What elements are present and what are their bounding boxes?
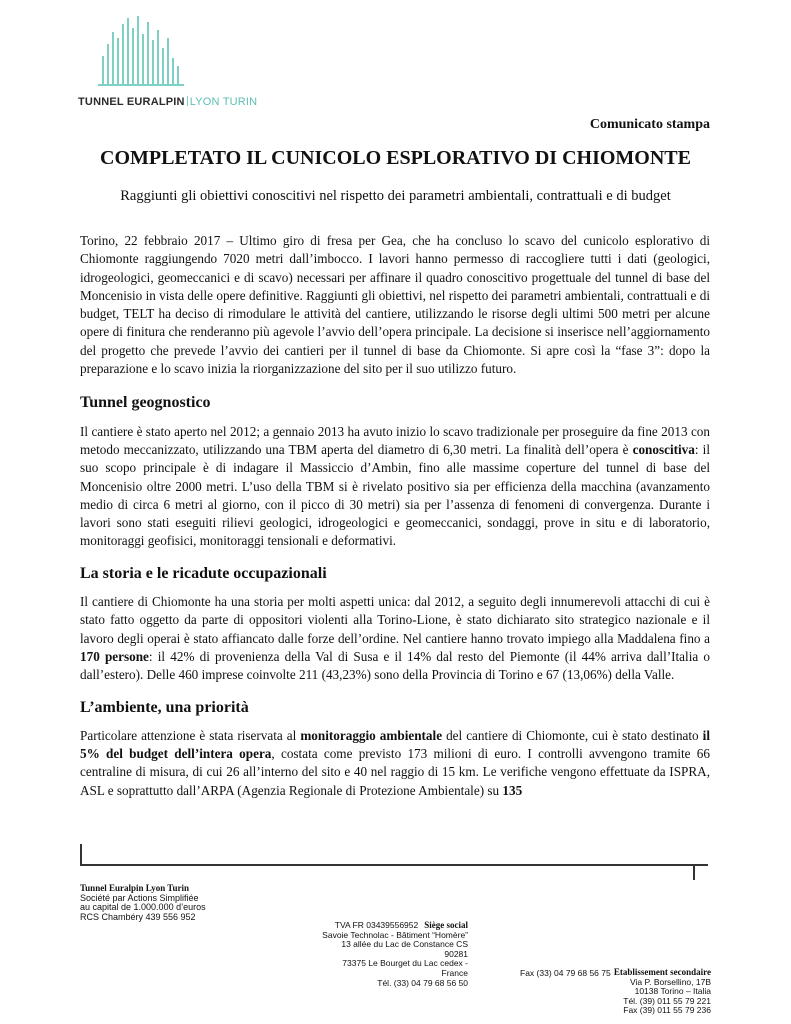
footer-company-line: RCS Chambéry 439 556 952 xyxy=(80,911,196,922)
footer-siege-line: Tél. (33) 04 79 68 56 50 xyxy=(377,977,468,988)
footer-rule xyxy=(80,864,708,866)
page-title: COMPLETATO IL CUNICOLO ESPLORATIVO DI CHIOMONTE xyxy=(100,147,691,169)
footer-etablissement xyxy=(614,968,711,1016)
section-heading-tunnel: Tunnel geognostico xyxy=(80,394,211,412)
logo-bars-graphic xyxy=(100,16,180,84)
footer-etab-line: Tél. (39) 011 55 79 221 xyxy=(623,995,711,1006)
storia-paragraph: Il cantiere di Chiomonte ha una storia per molti aspetti unica: dal 2012, a seguito degli innumerevoli attacchi di cui è stato fatto oggetto da parte di oppositori violenti alla Torino-Lione, è stato dichiarato sito strategico nazionale e il lavoro degli operai è stato affiancato dalle forze dell’ordine. Nel cantiere hanno trovato impiego alla Maddalena fino a 170 persone: il 42% di provenienza della Val di Susa e il 14% dal resto del Piemonte (il 44% arriva dall’Italia o dall’estero). Delle 460 imprese coinvolte 211 (43,23%) sono della Provincia di Torino e 67 (13,06%) della Valle. xyxy=(80,594,710,683)
page-subtitle: Raggiunti gli obiettivi conoscitivi nel rispetto dei parametri ambientali, contrattuali e di budget xyxy=(120,188,671,204)
footer-company-info xyxy=(80,884,206,922)
footer-etab-line: 10138 Torino – Italia xyxy=(634,986,711,997)
logo-baseline xyxy=(98,84,184,86)
footer-rule-right-tick xyxy=(693,864,695,880)
company-logo xyxy=(78,16,258,116)
footer-siege-social xyxy=(318,921,468,988)
footer-siege-label: Siège social xyxy=(424,920,468,930)
section-heading-storia: La storia e le ricadute occupazionali xyxy=(80,564,327,582)
footer-company-name: Tunnel Euralpin Lyon Turin xyxy=(80,883,189,893)
ambiente-paragraph: Particolare attenzione è stata riservata al monitoraggio ambientale del cantiere di Chiomonte, cui è stato destinato il 5% del budget dell’intera opera, costata come previsto 173 milioni di euro. I controlli avvengono tramite 66 centraline di misura, di cui 26 all’interno del sito e 40 nel raggio di 15 km. Le verifiche vengono effettuate da ISPRA, ASL e soprattutto dall’ARPA (Agenzia Regionale di Protezione Ambientale) su 135 xyxy=(80,727,710,798)
intro-paragraph: Torino, 22 febbraio 2017 – Ultimo giro di fresa per Gea, che ha concluso lo scavo del cunicolo esplorativo di Chiomonte raggiungendo 7020 metri dall’imbocco. I lavori hanno permesso di raccogliere tutti i dati (geologici, idrogeologici, geomeccanici e di scavo) necessari per affinare il quadro conoscitivo progettuale del tunnel di base del Moncenisio in vista delle opere definitive. Raggiunti gli obiettivi, nel rispetto dei parametri ambientali, contrattuali e di budget, TELT ha deciso di rimodulare le attività del cantiere, utilizzando le risorse degli ultimi 500 metri per alcune opere di finitura che renderanno più agevole l’avvio dell’opera principale. La decisione si inserisce nell’aggiornamento del progetto che prevede l’avvio dei cantieri per il tunnel di base da Chiomonte. Si apre così la “fase 3”: dopo la preparazione e lo scavo inizia la riorganizzazione del sito per il suo utilizzo futuro. xyxy=(80,233,710,377)
footer-etab-line: Via P. Borsellino, 17B xyxy=(630,976,711,987)
article-body xyxy=(80,232,710,800)
logo-wordmark xyxy=(78,96,257,108)
footer-tva: TVA FR 03439556952 xyxy=(334,920,419,930)
footer-company-line: Société par Actions Simplifiée xyxy=(80,892,199,903)
footer-siege-line: 13 allée du Lac de Constance CS 90281 xyxy=(341,939,468,959)
footer-rule-left-tick xyxy=(80,844,82,866)
footer-company-line: au capital de 1.000.000 d’euros xyxy=(80,902,206,912)
logo-text-dark: TUNNEL EURALPIN xyxy=(78,96,185,108)
footer-siege-line: 73375 Le Bourget du Lac cedex - France xyxy=(342,958,468,978)
tunnel-paragraph: Il cantiere è stato aperto nel 2012; a gennaio 2013 ha avuto inizio lo scavo tradizionale per proseguire da fine 2013 con metodo meccanizzato, utilizzando una TBM aperta del diametro di 6,30 metri. La finalità dell’opera è conoscitiva: il suo scopo principale è di indagare il Massiccio d’Ambin, fino alle massime coperture del tunnel di base del Moncenisio oltre 2000 metri. L’uso della TBM si è rivelato positivo sia per efficienza della macchina (avanzamento medio di circa 6 metri al giorno, con il picco di 30 metri) sia per l’assenza di fenomeni di convergenza. Durante i lavori sono stati eseguiti rilievi geologici, idrogeologici e geomeccanici, sondaggi, prove in situ e di laboratorio, monitoraggi geofisici, monitoraggi tensionali e deformativi. xyxy=(80,423,710,549)
logo-text-light: LYON TURIN xyxy=(189,96,258,108)
footer-siege-fax: Fax (33) 04 79 68 56 75 xyxy=(520,968,611,978)
section-heading-ambiente: L’ambiente, una priorità xyxy=(80,698,249,716)
footer-etab-line: Fax (39) 011 55 79 236 xyxy=(623,1005,711,1016)
footer-etab-label: Etablissement secondaire xyxy=(613,967,711,977)
footer-siege-line: Savoie Technolac - Bâtiment “Homère” xyxy=(322,929,468,940)
press-release-label: Comunicato stampa xyxy=(589,117,710,132)
